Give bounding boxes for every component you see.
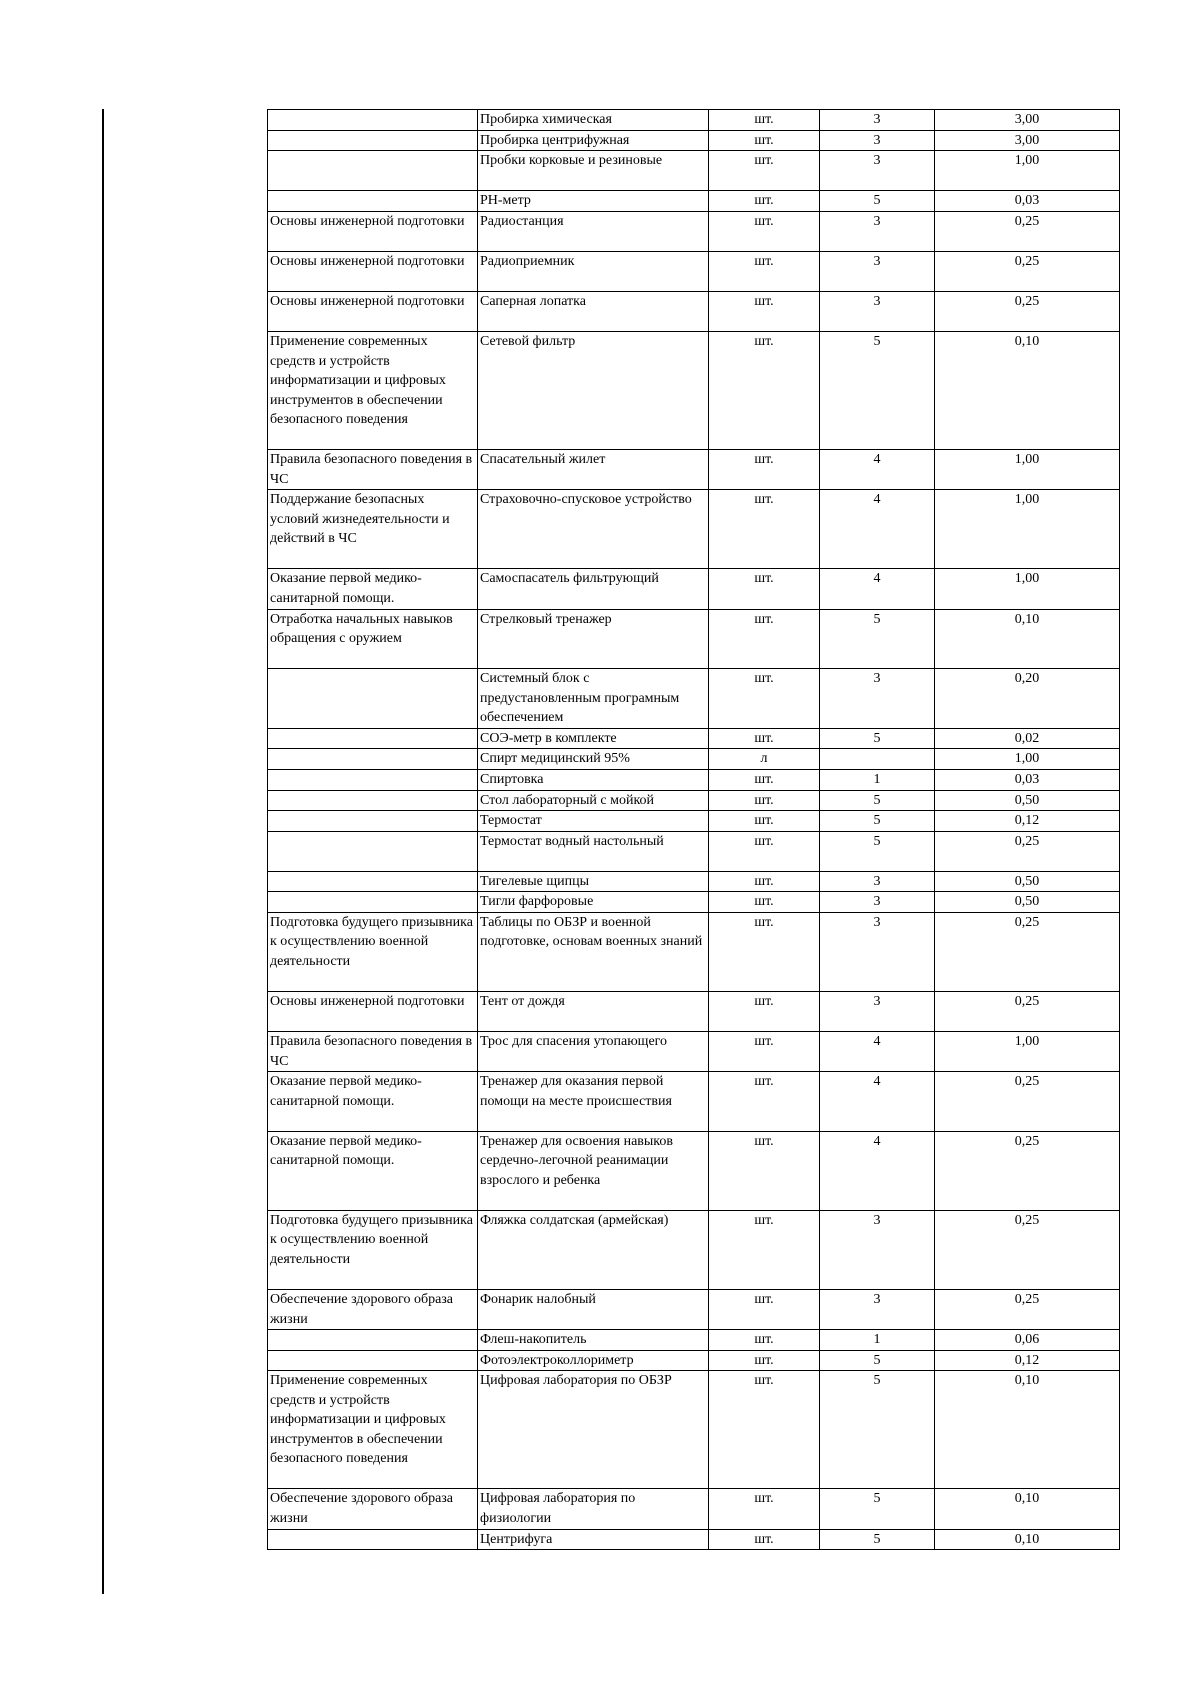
table-row [268,831,1120,871]
unit-cell: шт. [709,1330,820,1351]
item-name-cell: Тренажер для освоения навыков сердечно-легочной реанимации взрослого и ребенка [478,1131,709,1210]
norm-cell: 0,03 [935,769,1120,790]
unit-cell: шт. [709,728,820,749]
item-name-cell: Тент от дождя [478,992,709,1032]
quantity-cell: 3 [820,251,935,291]
subject-cell [268,669,478,729]
norm-cell: 0,03 [935,191,1120,212]
equipment-table [267,109,1120,1550]
unit-cell: шт. [709,831,820,871]
quantity-cell: 5 [820,790,935,811]
unit-cell: шт. [709,1529,820,1550]
item-name-cell: Тигли фарфоровые [478,892,709,913]
quantity-cell: 4 [820,450,935,490]
norm-cell: 0,02 [935,728,1120,749]
quantity-cell: 5 [820,191,935,212]
item-name-cell: Фонарик налобный [478,1290,709,1330]
quantity-cell: 5 [820,831,935,871]
norm-cell: 0,25 [935,1210,1120,1289]
subject-cell: Основы инженерной подготовки [268,992,478,1032]
quantity-cell: 3 [820,892,935,913]
quantity-cell: 3 [820,871,935,892]
norm-cell: 0,25 [935,992,1120,1032]
unit-cell: шт. [709,609,820,669]
item-name-cell: Тигелевые щипцы [478,871,709,892]
item-name-cell: Сетевой фильтр [478,332,709,450]
item-name-cell: Радиостанция [478,211,709,251]
norm-cell: 0,25 [935,831,1120,871]
norm-cell: 1,00 [935,450,1120,490]
left-margin-line [102,109,104,1594]
subject-cell [268,831,478,871]
table-row [268,728,1120,749]
quantity-cell: 3 [820,669,935,729]
norm-cell: 1,00 [935,490,1120,569]
table-row [268,490,1120,569]
table-row [268,892,1120,913]
unit-cell: шт. [709,1350,820,1371]
quantity-cell: 4 [820,569,935,609]
subject-cell: Обеспечение здорового образа жизни [268,1290,478,1330]
quantity-cell: 5 [820,1489,935,1529]
norm-cell: 0,10 [935,1529,1120,1550]
unit-cell: шт. [709,1371,820,1489]
table-row [268,1032,1120,1072]
subject-cell: Оказание первой медико-санитарной помощи. [268,569,478,609]
item-name-cell: Стрелковый тренажер [478,609,709,669]
subject-cell: Поддержание безопасных условий жизнедеятельности и действий в ЧС [268,490,478,569]
norm-cell: 0,25 [935,211,1120,251]
quantity-cell: 3 [820,211,935,251]
table-row [268,151,1120,191]
table-row [268,1330,1120,1351]
quantity-cell [820,749,935,770]
subject-cell [268,110,478,131]
item-name-cell: Радиоприемник [478,251,709,291]
quantity-cell: 5 [820,332,935,450]
norm-cell: 0,50 [935,871,1120,892]
subject-cell: Правила безопасного поведения в ЧС [268,450,478,490]
subject-cell: Отработка начальных навыков обращения с оружием [268,609,478,669]
unit-cell: шт. [709,1210,820,1289]
unit-cell: шт. [709,669,820,729]
norm-cell: 0,25 [935,292,1120,332]
subject-cell [268,811,478,832]
table-row [268,1131,1120,1210]
item-name-cell: Пробки корковые и резиновые [478,151,709,191]
unit-cell: шт. [709,1290,820,1330]
item-name-cell: Фляжка солдатская (армейская) [478,1210,709,1289]
item-name-cell: Тренажер для оказания первой помощи на месте происшествия [478,1072,709,1132]
item-name-cell: Цифровая лаборатория по ОБЗР [478,1371,709,1489]
table-row [268,1371,1120,1489]
unit-cell: шт. [709,130,820,151]
table-row [268,211,1120,251]
table-row [268,609,1120,669]
table-row [268,251,1120,291]
quantity-cell: 3 [820,992,935,1032]
equipment-table-body [268,110,1120,1550]
quantity-cell: 3 [820,110,935,131]
item-name-cell: Фотоэлектроколлориметр [478,1350,709,1371]
item-name-cell: Стол лабораторный с мойкой [478,790,709,811]
quantity-cell: 5 [820,811,935,832]
unit-cell: шт. [709,1032,820,1072]
subject-cell: Оказание первой медико-санитарной помощи. [268,1131,478,1210]
unit-cell: шт. [709,569,820,609]
norm-cell: 0,25 [935,1072,1120,1132]
quantity-cell: 4 [820,1032,935,1072]
norm-cell: 1,00 [935,569,1120,609]
quantity-cell: 3 [820,292,935,332]
subject-cell [268,728,478,749]
norm-cell: 3,00 [935,130,1120,151]
quantity-cell: 5 [820,609,935,669]
item-name-cell: Самоспасатель фильтрующий [478,569,709,609]
item-name-cell: Термостат [478,811,709,832]
item-name-cell: Системный блок с предустановленным програмным обеспечением [478,669,709,729]
norm-cell: 1,00 [935,151,1120,191]
table-row [268,811,1120,832]
unit-cell: шт. [709,1131,820,1210]
quantity-cell: 3 [820,1290,935,1330]
item-name-cell: СОЭ-метр в комплекте [478,728,709,749]
table-row [268,871,1120,892]
subject-cell [268,871,478,892]
subject-cell [268,151,478,191]
item-name-cell: Пробирка химическая [478,110,709,131]
unit-cell: шт. [709,292,820,332]
table-row [268,790,1120,811]
norm-cell: 1,00 [935,1032,1120,1072]
item-name-cell: Спиртовка [478,769,709,790]
norm-cell: 0,10 [935,1371,1120,1489]
subject-cell [268,1350,478,1371]
subject-cell: Применение современных средств и устройств информатизации и цифровых инструментов в обеспечении безопасного поведения [268,332,478,450]
item-name-cell: РН-метр [478,191,709,212]
norm-cell: 0,25 [935,1290,1120,1330]
norm-cell: 0,25 [935,1131,1120,1210]
unit-cell: шт. [709,211,820,251]
unit-cell: шт. [709,110,820,131]
table-row [268,332,1120,450]
table-row [268,1350,1120,1371]
quantity-cell: 5 [820,1529,935,1550]
subject-cell: Подготовка будущего призывника к осуществлению военной деятельности [268,1210,478,1289]
table-row [268,1290,1120,1330]
quantity-cell: 5 [820,728,935,749]
unit-cell: шт. [709,1489,820,1529]
item-name-cell: Флеш-накопитель [478,1330,709,1351]
table-row [268,130,1120,151]
item-name-cell: Трос для спасения утопающего [478,1032,709,1072]
quantity-cell: 4 [820,490,935,569]
subject-cell [268,130,478,151]
item-name-cell: Саперная лопатка [478,292,709,332]
unit-cell: шт. [709,790,820,811]
table-row [268,191,1120,212]
subject-cell [268,790,478,811]
subject-cell: Применение современных средств и устройств информатизации и цифровых инструментов в обеспечении безопасного поведения [268,1371,478,1489]
item-name-cell: Термостат водный настольный [478,831,709,871]
quantity-cell: 3 [820,912,935,991]
unit-cell: шт. [709,912,820,991]
table-row [268,569,1120,609]
norm-cell: 1,00 [935,749,1120,770]
table-row [268,669,1120,729]
subject-cell [268,1330,478,1351]
item-name-cell: Страховочно-спусковое устройство [478,490,709,569]
subject-cell [268,769,478,790]
unit-cell: шт. [709,151,820,191]
norm-cell: 0,12 [935,1350,1120,1371]
quantity-cell: 5 [820,1350,935,1371]
unit-cell: шт. [709,1072,820,1132]
quantity-cell: 3 [820,130,935,151]
quantity-cell: 1 [820,769,935,790]
unit-cell: шт. [709,332,820,450]
unit-cell: шт. [709,992,820,1032]
unit-cell: шт. [709,191,820,212]
subject-cell [268,191,478,212]
norm-cell: 0,10 [935,1489,1120,1529]
subject-cell: Основы инженерной подготовки [268,251,478,291]
subject-cell [268,749,478,770]
norm-cell: 0,06 [935,1330,1120,1351]
subject-cell: Правила безопасного поведения в ЧС [268,1032,478,1072]
table-row [268,992,1120,1032]
subject-cell: Обеспечение здорового образа жизни [268,1489,478,1529]
table-row [268,1489,1120,1529]
table-row [268,292,1120,332]
norm-cell: 0,20 [935,669,1120,729]
table-row [268,450,1120,490]
norm-cell: 0,25 [935,912,1120,991]
norm-cell: 0,10 [935,609,1120,669]
item-name-cell: Спасательный жилет [478,450,709,490]
unit-cell: л [709,749,820,770]
unit-cell: шт. [709,892,820,913]
unit-cell: шт. [709,769,820,790]
quantity-cell: 5 [820,1371,935,1489]
subject-cell: Подготовка будущего призывника к осуществлению военной деятельности [268,912,478,991]
item-name-cell: Таблицы по ОБЗР и военной подготовке, основам военных знаний [478,912,709,991]
table-row [268,110,1120,131]
item-name-cell: Спирт медицинский 95% [478,749,709,770]
unit-cell: шт. [709,871,820,892]
quantity-cell: 4 [820,1131,935,1210]
norm-cell: 0,25 [935,251,1120,291]
table-row [268,1072,1120,1132]
norm-cell: 3,00 [935,110,1120,131]
unit-cell: шт. [709,450,820,490]
item-name-cell: Центрифуга [478,1529,709,1550]
item-name-cell: Цифровая лаборатория по физиологии [478,1489,709,1529]
unit-cell: шт. [709,811,820,832]
table-row [268,749,1120,770]
table-row [268,1529,1120,1550]
subject-cell [268,1529,478,1550]
table-row [268,912,1120,991]
unit-cell: шт. [709,251,820,291]
table-row [268,769,1120,790]
quantity-cell: 3 [820,151,935,191]
subject-cell [268,892,478,913]
quantity-cell: 3 [820,1210,935,1289]
table-row [268,1210,1120,1289]
subject-cell: Основы инженерной подготовки [268,292,478,332]
quantity-cell: 1 [820,1330,935,1351]
subject-cell: Оказание первой медико-санитарной помощи. [268,1072,478,1132]
quantity-cell: 4 [820,1072,935,1132]
norm-cell: 0,12 [935,811,1120,832]
unit-cell: шт. [709,490,820,569]
norm-cell: 0,50 [935,892,1120,913]
norm-cell: 0,50 [935,790,1120,811]
item-name-cell: Пробирка центрифужная [478,130,709,151]
subject-cell: Основы инженерной подготовки [268,211,478,251]
norm-cell: 0,10 [935,332,1120,450]
